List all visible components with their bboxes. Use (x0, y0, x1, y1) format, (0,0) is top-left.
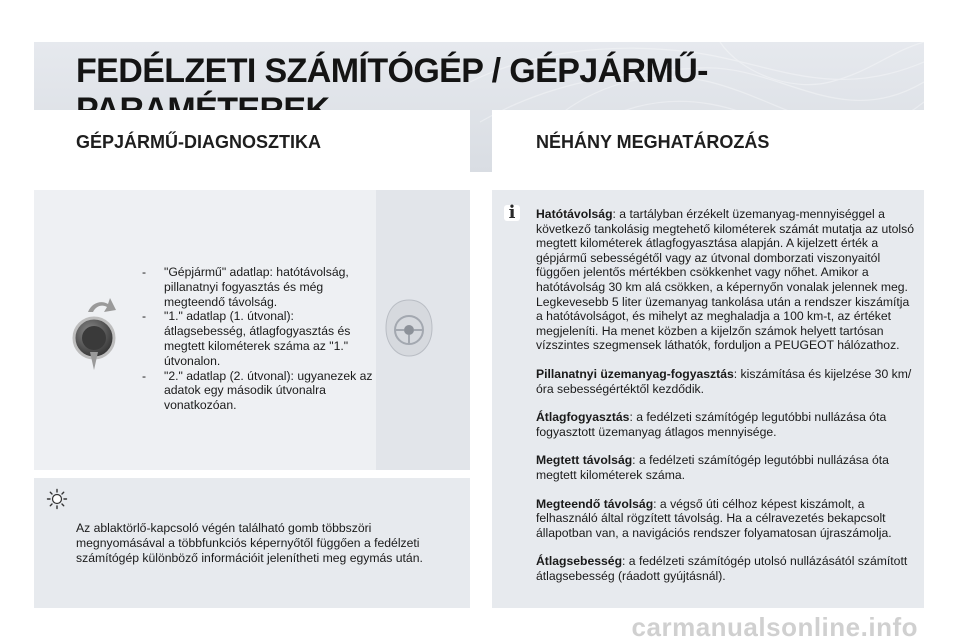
definition-text: : a fedélzeti számítógép utolsó nullázásától számított átlagsebesség (ráadott gyújtásnál). (536, 554, 908, 583)
definition-item (536, 554, 916, 583)
definition-text: : kiszámítása és kijelzése 30 km/óra sebességértéktől kezdődik. (536, 366, 912, 396)
page-title: FEDÉLZETI SZÁMÍTÓGÉP / GÉPJÁRMŰ- (76, 52, 708, 90)
definition-item (536, 367, 916, 396)
definition-text: : a tartályban érzékelt üzemanyag-mennyiséggel a következő tankolásig megtehető kilométerek számát mutatja az utolsó megtett kilométerek átlagfogyasztása alapján. A kijelzett érték a gépjármű sebességétől vagy az útvonal domborzati viszonyaitól függően jelentős mértékben csökkenhet vagy nőhet. Amikor a hatótávolság 30 km alá csökken, a képernyőn vonalak jelennek meg. Legkevesebb 5 liter üzemanyag tankolása után a rendszer kiszámítja a hatótávolságot, és mihelyt az meghaladja a 100 km-t, az értéket megjeleníti. Ha menet közben a kijelzőn számok helyett tartósan vízszintes szegmensek láthatók, forduljon a PEUGEOT hálózathoz. (536, 207, 915, 353)
definition-term: Pillanatnyi üzemanyag-fogyasztás (536, 366, 734, 381)
definition-item (536, 207, 916, 353)
definitions-heading: NÉHÁNY MEGHATÁROZÁS (536, 132, 770, 152)
definition-term: Megtett távolság (536, 453, 633, 468)
diagnostics-list (138, 265, 378, 413)
list-item: - "Gépjármű" adatlap: hatótávolság, pillanatnyi fogyasztás és még megteendő távolság. (138, 265, 378, 309)
definition-text: : a fedélzeti számítógép legutóbbi nullázása óta fogyasztott üzemanyag átlagos mennyisége. (536, 410, 887, 439)
definition-term: Átlagfogyasztás (536, 410, 630, 425)
info-icon: i (504, 205, 520, 221)
definition-text: : a fedélzeti számítógép legutóbbi nullázása óta megtett kilométerek száma. (536, 453, 889, 482)
definitions-list (536, 207, 916, 597)
definition-term: Hatótávolság (536, 207, 613, 221)
definition-text: : a végső úti célhoz képest kiszámolt, a felhasználó által rögzített távolság. Ha a célravezetés bekapcsolt állapotban van, a navigációs rendszer folyamatosan újraszámolja. (536, 496, 892, 540)
wiper-stalk-button-icon (66, 296, 122, 372)
list-item: - "2." adatlap (2. útvonal): ugyanezek az adatok egy második útvonalra vonatkozóan. (138, 369, 378, 413)
definition-item (536, 497, 916, 541)
definition-term: Átlagsebesség (536, 554, 623, 569)
definition-item (536, 410, 916, 439)
page-number: 21 (916, 618, 932, 634)
diagnostics-heading: GÉPJÁRMŰ-DIAGNOSZTIKA (76, 132, 322, 152)
tip-text: Az ablaktörlő-kapcsoló végén található gomb többszöri megnyomásával a többfunkciós képernyőtől függően a fedélzeti számítógép különböző információit jelenítheti meg egymás után. (76, 521, 423, 565)
steering-wheel-icon (384, 298, 434, 358)
definition-item (536, 453, 916, 482)
definition-term: Megteendő távolság (536, 496, 654, 511)
tip-icon (46, 488, 68, 510)
watermark: carmanualsonline.info (631, 612, 918, 642)
list-item: - "1." adatlap (1. útvonal): átlagsebesség, átlagfogyasztás és megtett kilométerek száma az "1." útvonalon. (138, 309, 378, 368)
